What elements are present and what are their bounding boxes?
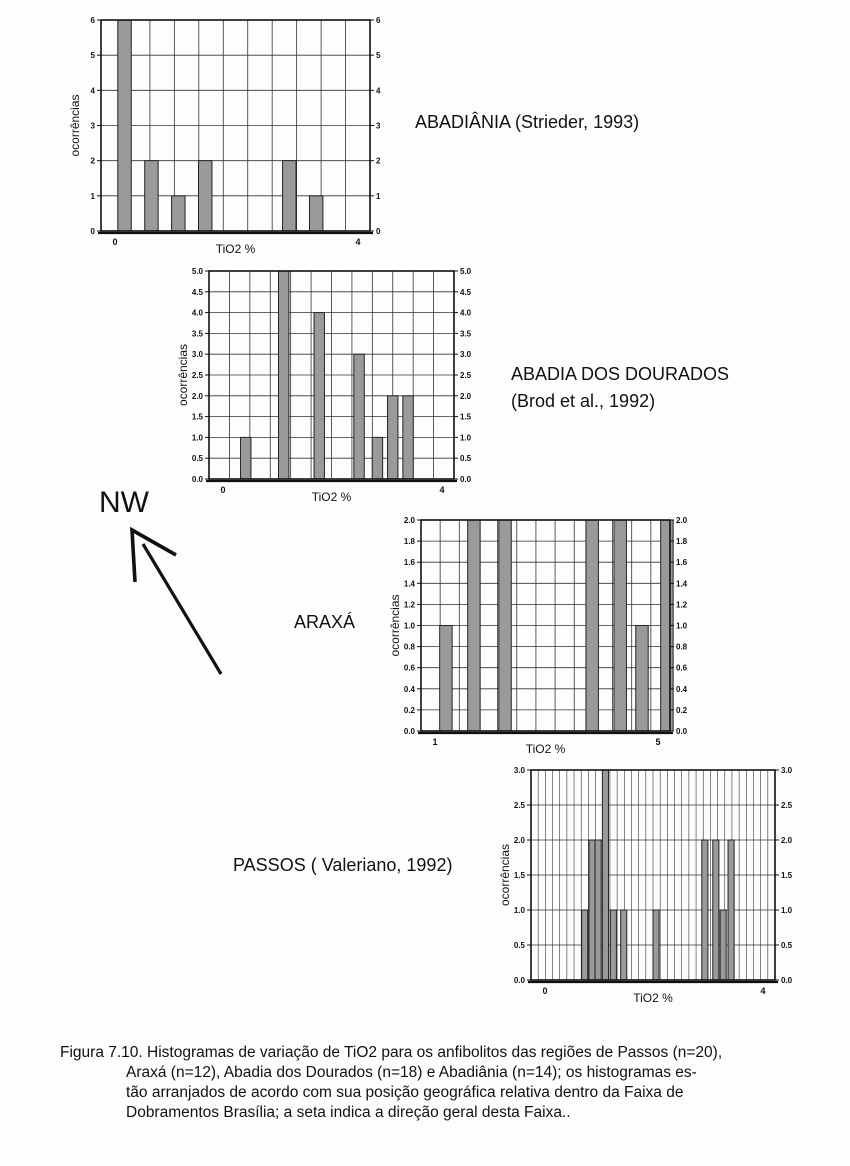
bar [388,396,398,479]
y-tick-label-right: 1.6 [676,558,688,568]
y-tick-label-right: 0.0 [676,727,688,736]
histogram-abadi-nia [68,16,639,256]
y-tick-label-right: 4.5 [460,287,472,297]
y-tick-label-right: 1.0 [676,621,688,631]
bar [499,520,511,731]
y-tick-label-left: 0.0 [403,727,415,736]
bar [118,20,131,231]
x-axis-label: TiO2 % [215,242,256,256]
y-tick-label-right: 1.0 [460,433,472,443]
y-tick-label-right: 0.2 [676,705,688,715]
y-tick-label-left: 4.5 [191,287,203,297]
arrow-head-icon [132,530,176,582]
y-tick-label-right: 0.5 [460,454,472,464]
y-tick-label-right: 2.0 [781,836,793,845]
bar [403,396,413,479]
region-label: ABADIA DOS DOURADOS [511,364,730,384]
y-tick-label-left: 0 [90,227,95,236]
y-tick-label-right: 1.4 [676,579,688,589]
x-axis-label: TiO2 % [525,742,566,756]
y-tick-label-right: 0.5 [781,941,793,950]
bar [653,910,659,980]
arrow-shaft [143,544,221,674]
bar [582,910,588,980]
y-tick-label-left: 1.0 [513,906,525,915]
y-tick-label-right: 2.5 [781,801,793,810]
bar [241,437,251,479]
bar [720,910,726,980]
y-tick-label-right: 2 [376,156,381,166]
region-label: ARAXÁ [294,612,356,632]
y-tick-label-left: 0.5 [191,454,203,464]
y-tick-label-left: 0.0 [191,475,203,484]
y-tick-label-right: 5.0 [460,267,472,276]
bar [610,910,616,980]
y-tick-label-left: 0.0 [513,976,525,985]
region-label: PASSOS ( Valeriano, 1992) [233,855,453,875]
y-tick-label-left: 2.0 [513,836,525,845]
y-tick-label-left: 3.0 [191,350,203,360]
x-axis-label: TiO2 % [633,991,673,1005]
x-tick-label-max: 4 [439,485,445,495]
y-tick-label-left: 0.5 [513,941,525,950]
y-tick-label-left: 4 [90,86,95,96]
bar [621,910,627,980]
y-tick-label-right: 2.0 [676,516,688,525]
y-tick-label-left: 2.5 [191,371,203,380]
y-tick-label-right: 1.5 [781,871,793,880]
caption-line-3: tão arranjados de acordo com sua posição geográfica relativa dentro da Faixa de [126,1084,684,1101]
y-tick-label-right: 2.0 [460,391,472,401]
bar [199,161,212,231]
x-axis-label: TiO2 % [311,490,352,504]
y-tick-label-right: 3.0 [781,766,793,775]
y-tick-label-right: 2.5 [460,371,472,380]
y-axis-label: ocorrências [68,94,82,157]
caption-line-4: Dobramentos Brasília; a seta indica a direção geral desta Faixa.. [126,1104,571,1121]
y-tick-label-right: 1 [376,191,381,201]
x-tick-label-max: 4 [760,986,766,996]
y-tick-label-left: 1.6 [403,558,415,568]
chart-grid [421,520,670,731]
bar [636,626,648,732]
y-tick-label-left: 1.4 [403,579,415,589]
histogram-abadia-dos-dourados [176,267,729,504]
bar [728,840,734,980]
x-tick-label-min: 0 [112,237,118,247]
y-tick-label-right: 0.0 [781,976,793,985]
y-tick-label-right: 1.0 [781,906,793,915]
y-tick-label-right: 3.0 [460,350,472,360]
direction-label: NW [99,486,149,519]
y-tick-label-left: 1 [90,191,95,201]
y-tick-label-right: 3.5 [460,329,472,339]
histogram-passos [233,766,793,1005]
bar [586,520,598,731]
y-tick-label-left: 3 [90,121,95,131]
figure-caption [60,1043,820,1123]
y-tick-label-right: 1.8 [676,537,688,547]
x-tick-label-max: 5 [655,737,661,747]
histogram-arax- [294,516,688,756]
bar [314,313,324,479]
y-tick-label-left: 1.8 [403,537,415,547]
y-tick-label-right: 0.0 [460,475,472,484]
x-tick-label-max: 4 [355,237,361,247]
y-tick-label-right: 6 [376,16,381,25]
y-tick-label-right: 0 [376,227,381,236]
y-tick-label-right: 1.2 [676,600,688,610]
caption-line-2: Araxá (n=12), Abadia dos Dourados (n=18) e Abadiânia (n=14); os histogramas es- [126,1064,697,1081]
y-axis-label: ocorrências [498,843,512,907]
y-tick-label-left: 2 [90,156,95,166]
y-tick-label-left: 5 [90,51,95,61]
bar [309,196,322,231]
bar [283,161,296,231]
bar [354,354,364,479]
y-tick-label-left: 2.0 [191,391,203,401]
chart-grid [101,20,370,231]
y-tick-label-left: 1.0 [403,621,415,631]
y-tick-label-left: 0.4 [403,684,415,694]
bar [595,840,601,980]
x-tick-label-min: 1 [432,737,438,747]
y-tick-label-left: 1.0 [191,433,203,443]
bar [713,840,719,980]
bar [440,626,452,732]
y-tick-label-left: 3.5 [191,329,203,339]
y-tick-label-left: 3.0 [513,766,525,775]
bar [172,196,185,231]
caption-line-1: Figura 7.10. Histogramas de variação de TiO2 para os anfibolitos das regiões de Passos (n=20), [60,1044,723,1061]
y-tick-label-left: 2.0 [403,516,415,525]
north-west-arrow [99,486,221,674]
y-tick-label-left: 0.2 [403,705,415,715]
y-tick-label-right: 0.4 [676,684,688,694]
bar [702,840,708,980]
y-tick-label-left: 4.0 [191,308,203,318]
x-tick-label-min: 0 [542,986,548,996]
y-tick-label-left: 0.6 [403,663,415,673]
y-tick-label-right: 0.8 [676,642,688,652]
bar [614,520,626,731]
bar [589,840,595,980]
y-tick-label-left: 0.8 [403,642,415,652]
bar [602,770,608,980]
y-axis-label: ocorrências [388,594,402,657]
y-tick-label-right: 0.6 [676,663,688,673]
y-tick-label-left: 1.5 [191,412,203,422]
y-tick-label-left: 1.5 [513,871,525,880]
bar [279,271,289,479]
bar [372,437,382,479]
y-tick-label-left: 2.5 [513,801,525,810]
region-label: ABADIÂNIA (Strieder, 1993) [415,112,640,132]
y-tick-label-right: 1.5 [460,412,472,422]
y-tick-label-right: 4.0 [460,308,472,318]
y-tick-label-left: 1.2 [403,600,415,610]
y-tick-label-right: 4 [376,86,381,96]
y-tick-label-right: 3 [376,121,381,131]
y-axis-label: ocorrências [176,343,190,407]
y-tick-label-left: 6 [90,16,95,25]
y-tick-label-right: 5 [376,51,381,61]
x-tick-label-min: 0 [220,485,226,495]
region-label: (Brod et al., 1992) [511,391,656,411]
bar [468,520,480,731]
bar [145,161,158,231]
y-tick-label-left: 5.0 [191,267,203,276]
